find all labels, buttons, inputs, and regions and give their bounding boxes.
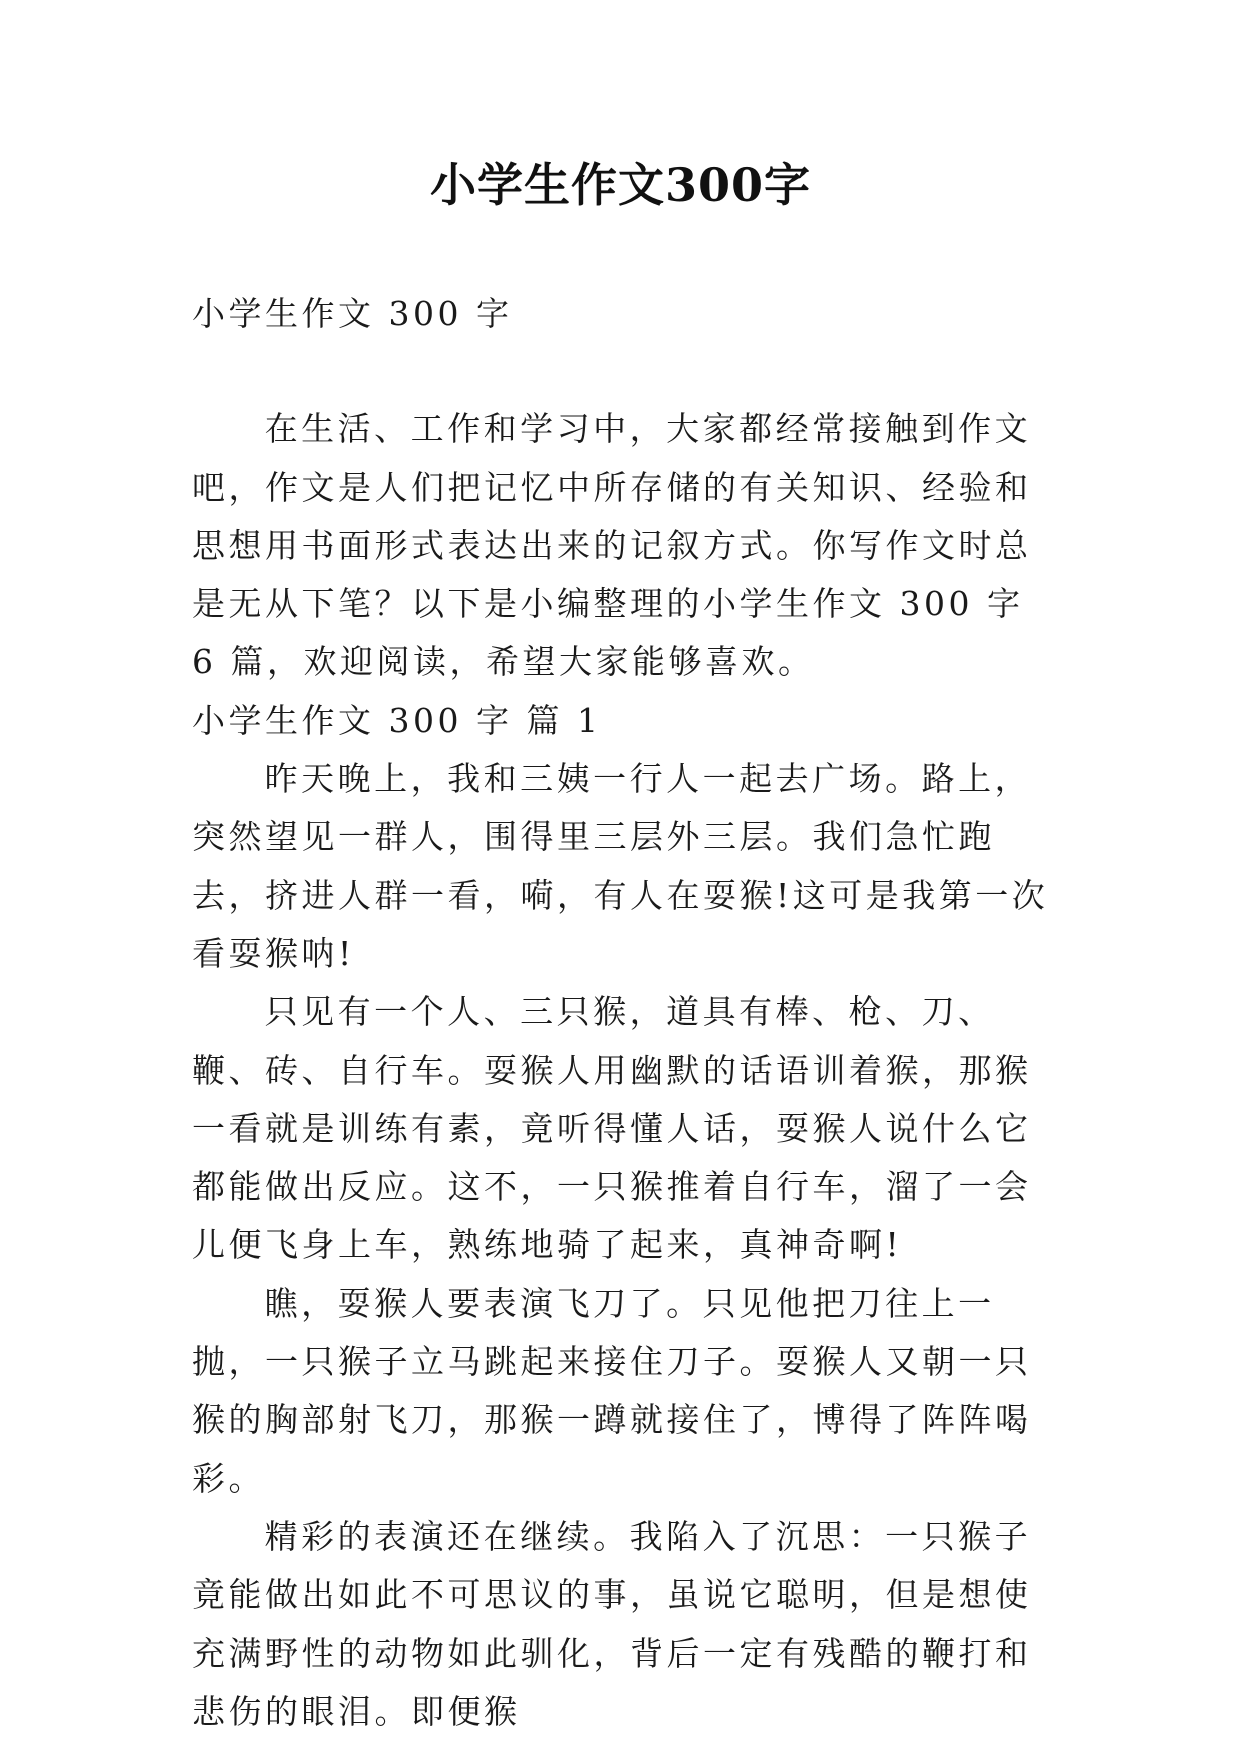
document-subtitle: 小学生作文 300 字 xyxy=(192,294,513,333)
document-body xyxy=(192,285,1057,1741)
intro-paragraph: 在生活、工作和学习中，大家都经常接触到作文吧，作文是人们把记忆中所存储的有关知识、经验和思想用书面形式表达出来的记叙方式。你写作文时总是无从下笔？以下是小编整理的小学生作文 300 字 6 篇，欢迎阅读，希望大家能够喜欢。 xyxy=(192,409,1032,682)
body-paragraph: 精彩的表演还在继续。我陷入了沉思：一只猴子竟能做出如此不可思议的事，虽说它聪明，但是想使充满野性的动物如此驯化，背后一定有残酷的鞭打和悲伤的眼泪。即便猴 xyxy=(192,1516,1032,1731)
section-heading: 小学生作文 300 字 篇 1 xyxy=(192,700,602,740)
body-paragraph: 瞧，耍猴人要表演飞刀了。只见他把刀往上一抛，一只猴子立马跳起来接住刀子。耍猴人又朝一只猴的胸部射飞刀，那猴一蹲就接住了，博得了阵阵喝彩。 xyxy=(192,1283,1032,1498)
document-title: 小学生作文300字 xyxy=(429,158,812,212)
body-paragraph: 昨天晚上，我和三姨一行人一起去广场。路上，突然望见一群人，围得里三层外三层。我们急忙跑去，挤进人群一看，嗬，有人在耍猴!这可是我第一次看耍猴呐! xyxy=(192,759,1049,973)
body-paragraph: 只见有一个人、三只猴，道具有棒、枪、刀、鞭、砖、自行车。耍猴人用幽默的话语训着猴，那猴一看就是训练有素，竟听得懂人话，耍猴人说什么它都能做出反应。这不，一只猴推着自行车，溜了一会儿便飞身上车，熟练地骑了起来，真神奇啊! xyxy=(192,992,1032,1265)
